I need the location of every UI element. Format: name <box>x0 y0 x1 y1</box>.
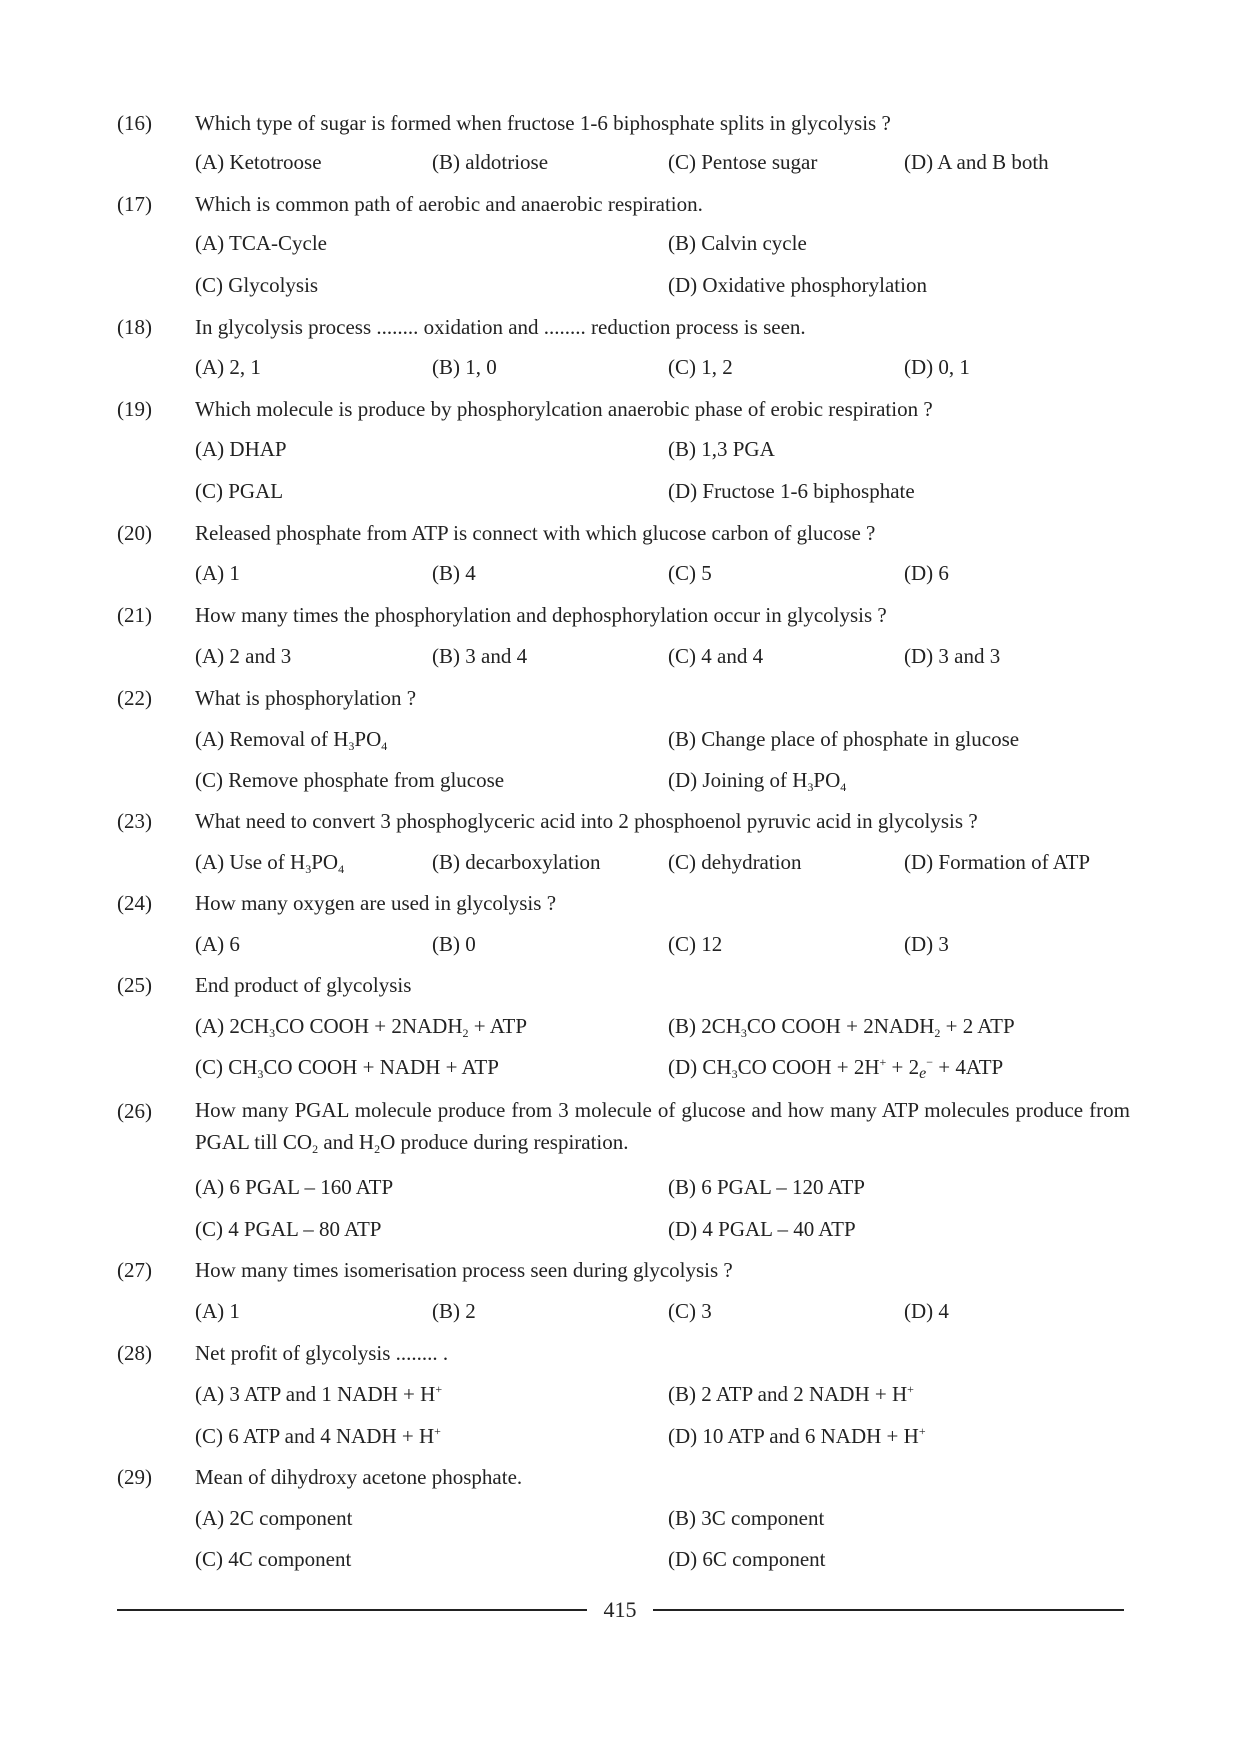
question-row <box>0 1094 1240 1164</box>
option-c: (C) Glycolysis <box>195 273 319 297</box>
option-a: (A) 6 <box>195 932 240 956</box>
option-a: (A) DHAP <box>195 437 287 461</box>
option-a: (A) TCA-Cycle <box>195 231 327 255</box>
options-row <box>0 1501 1240 1535</box>
option-a: (A) 3 ATP and 1 NADH + H+ <box>195 1382 443 1406</box>
question-number: (29) <box>117 1465 152 1489</box>
options-row <box>0 350 1240 384</box>
question-text: What need to convert 3 phosphoglyceric acid into 2 phosphoenol pyruvic acid in glycolysis ? <box>195 809 978 833</box>
question-number: (23) <box>117 809 152 833</box>
option-d: (D) 6 <box>904 561 949 585</box>
question-row <box>0 886 1240 920</box>
option-c: (C) dehydration <box>668 850 802 874</box>
option-b: (B) decarboxylation <box>432 850 601 874</box>
options-row <box>0 722 1240 756</box>
options-row <box>0 1212 1240 1246</box>
option-d: (D) 6C component <box>668 1547 826 1571</box>
question-text: Mean of dihydroxy acetone phosphate. <box>195 1465 523 1489</box>
question-text: In glycolysis process ........ oxidation and ........ reduction process is seen. <box>195 315 806 339</box>
option-b: (B) Calvin cycle <box>668 231 807 255</box>
option-d: (D) 4 <box>904 1299 949 1323</box>
question-row <box>0 516 1240 550</box>
question-number: (18) <box>117 315 152 339</box>
option-b: (B) 0 <box>432 932 476 956</box>
option-a: (A) Ketotroose <box>195 150 322 174</box>
option-b: (B) 3C component <box>668 1506 825 1530</box>
option-c: (C) Remove phosphate from glucose <box>195 768 505 792</box>
option-b: (B) 2 ATP and 2 NADH + H+ <box>668 1382 914 1406</box>
option-b: (B) 1, 0 <box>432 355 497 379</box>
option-d: (D) 3 <box>904 932 949 956</box>
options-row <box>0 1377 1240 1411</box>
question-row <box>0 1253 1240 1287</box>
options-row <box>0 1170 1240 1204</box>
options-row <box>0 474 1240 508</box>
question-row <box>0 106 1240 140</box>
option-d: (D) 0, 1 <box>904 355 970 379</box>
options-row <box>0 226 1240 260</box>
options-row <box>0 763 1240 797</box>
question-row <box>0 1460 1240 1494</box>
option-d: (D) Joining of $H_3PO_4$ <box>668 768 847 794</box>
option-b: (B) $2CH_3CO$ COOH + $2NADH_2 + 2$ ATP <box>668 1014 1015 1040</box>
question-number: (17) <box>117 192 152 216</box>
question-row <box>0 1336 1240 1370</box>
option-b: (B) 2 <box>432 1299 476 1323</box>
question-row <box>0 598 1240 632</box>
option-d: (D) 3 and 3 <box>904 644 1001 668</box>
question-number: (27) <box>117 1258 152 1282</box>
option-c: (C) 4C component <box>195 1547 352 1571</box>
option-a: (A) 2 and 3 <box>195 644 292 668</box>
footer-rule-right <box>653 1609 1124 1611</box>
option-c: (C) 1, 2 <box>668 355 733 379</box>
option-b: (B) aldotriose <box>432 150 549 174</box>
option-c: (C) 5 <box>668 561 712 585</box>
question-row <box>0 310 1240 344</box>
options-row <box>0 845 1240 879</box>
option-b: (B) 4 <box>432 561 476 585</box>
question-text: How many PGAL molecule produce from 3 molecule of glucose and how many ATP molecules produce from PGAL till $CO_2$ and $H_2O$ produce during respiration. <box>195 1098 1130 1156</box>
question-number: (24) <box>117 891 152 915</box>
options-row <box>0 639 1240 673</box>
option-b: (B) Change place of phosphate in glucose <box>668 727 1020 751</box>
option-c: (C) 6 ATP and 4 NADH + H+ <box>195 1424 441 1448</box>
option-c: (C) $CH_3CO$ COOH + NADH + ATP <box>195 1055 499 1081</box>
option-d: (D) 10 ATP and 6 NADH + H+ <box>668 1424 926 1448</box>
options-row <box>0 432 1240 466</box>
option-d: (D) Formation of ATP <box>904 850 1091 874</box>
options-row <box>0 1419 1240 1453</box>
option-d: (D) Fructose 1-6 biphosphate <box>668 479 915 503</box>
option-a: (A) 2C component <box>195 1506 353 1530</box>
question-row <box>0 392 1240 426</box>
question-number: (21) <box>117 603 152 627</box>
question-text: Which molecule is produce by phosphorylcation anaerobic phase of erobic respiration ? <box>195 397 933 421</box>
question-number: (16) <box>117 111 152 135</box>
option-c: (C) 4 PGAL – 80 ATP <box>195 1217 382 1241</box>
question-row <box>0 968 1240 1002</box>
option-d: (D) A and B both <box>904 150 1049 174</box>
option-a: (A) 6 PGAL – 160 ATP <box>195 1175 394 1199</box>
option-c: (C) 4 and 4 <box>668 644 764 668</box>
option-d: (D) $CH_3CO$ COOH + $2H^+ + 2_e^- + 4ATP$ <box>668 1055 1004 1082</box>
question-text: How many times the phosphorylation and dephosphorylation occur in glycolysis ? <box>195 603 887 627</box>
options-row <box>0 1009 1240 1043</box>
option-b: (B) 6 PGAL – 120 ATP <box>668 1175 865 1199</box>
options-row <box>0 927 1240 961</box>
option-c: (C) 12 <box>668 932 723 956</box>
question-number: (22) <box>117 686 152 710</box>
page-number: 415 <box>603 1597 637 1622</box>
option-a: (A) Removal of $H_3PO_4$ <box>195 727 388 753</box>
question-row <box>0 804 1240 838</box>
question-text: What is phosphorylation ? <box>195 686 417 710</box>
question-text: Which type of sugar is formed when fructose 1-6 biphosphate splits in glycolysis ? <box>195 111 891 135</box>
option-a: (A) 2, 1 <box>195 355 261 379</box>
question-number: (25) <box>117 973 152 997</box>
option-d: (D) Oxidative phosphorylation <box>668 273 927 297</box>
question-number: (26) <box>117 1099 152 1123</box>
question-text: Released phosphate from ATP is connect with which glucose carbon of glucose ? <box>195 521 876 545</box>
options-row <box>0 1050 1240 1084</box>
question-text: Net profit of glycolysis ........ . <box>195 1341 449 1365</box>
option-c: (C) 3 <box>668 1299 712 1323</box>
question-row <box>0 681 1240 715</box>
option-c: (C) PGAL <box>195 479 284 503</box>
options-row <box>0 268 1240 302</box>
footer-rule-left <box>117 1609 587 1611</box>
question-text: End product of glycolysis <box>195 973 412 997</box>
question-number: (19) <box>117 397 152 421</box>
option-a: (A) 1 <box>195 561 240 585</box>
question-row <box>0 187 1240 221</box>
options-row <box>0 1542 1240 1576</box>
question-text: How many times isomerisation process seen during glycolysis ? <box>195 1258 733 1282</box>
option-d: (D) 4 PGAL – 40 ATP <box>668 1217 856 1241</box>
question-text: Which is common path of aerobic and anaerobic respiration. <box>195 192 703 216</box>
question-number: (20) <box>117 521 152 545</box>
options-row <box>0 145 1240 179</box>
options-row <box>0 1294 1240 1328</box>
option-a: (A) 1 <box>195 1299 240 1323</box>
option-a: (A) Use of $H_3PO_4$ <box>195 850 345 876</box>
question-text: How many oxygen are used in glycolysis ? <box>195 891 557 915</box>
option-b: (B) 1,3 PGA <box>668 437 775 461</box>
option-b: (B) 3 and 4 <box>432 644 528 668</box>
option-c: (C) Pentose sugar <box>668 150 818 174</box>
option-a: (A) $2CH_3CO$ COOH + $2NADH_2$ + ATP <box>195 1014 528 1040</box>
question-number: (28) <box>117 1341 152 1365</box>
options-row <box>0 556 1240 590</box>
